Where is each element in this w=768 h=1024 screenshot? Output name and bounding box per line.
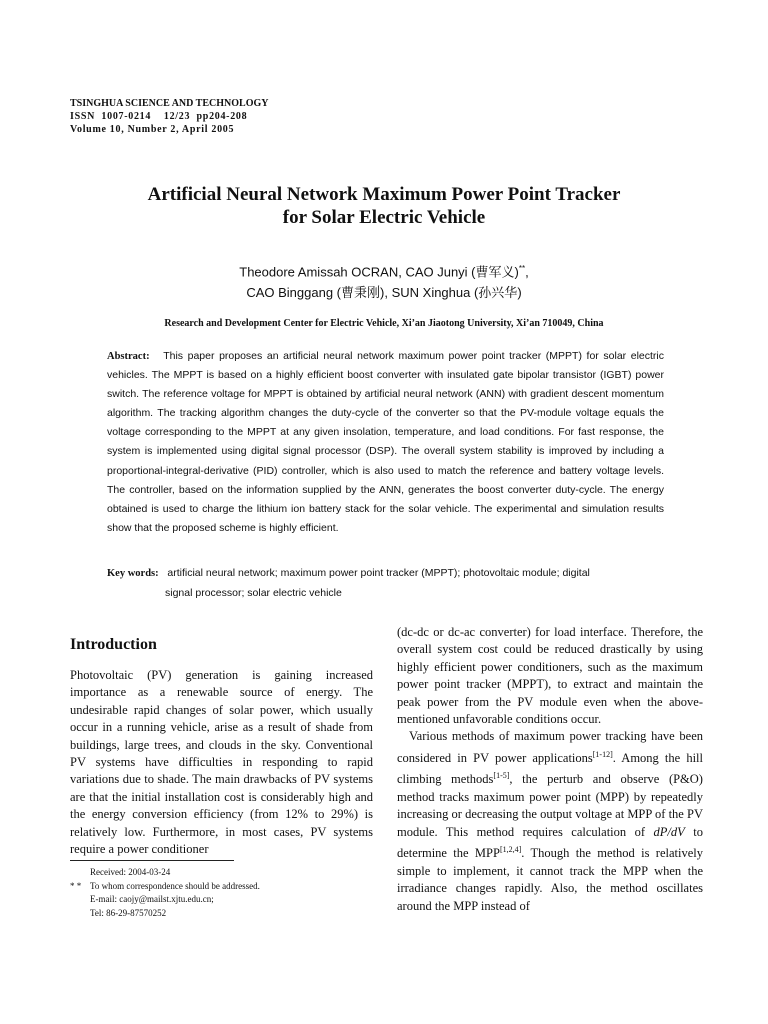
corresponding-mark: **	[518, 264, 526, 273]
footnote-divider	[70, 860, 234, 861]
citation: [1-12]	[592, 749, 613, 759]
issn-line: ISSN 1007-0214 12/23 pp204-208	[70, 111, 248, 122]
title-line-1: Artificial Neural Network Maximum Power Point Tracker	[147, 184, 621, 205]
author-name-2: CAO Binggang (	[246, 285, 342, 301]
keywords-line-1	[107, 564, 664, 584]
correspondence-mark: * *	[70, 880, 82, 891]
title-line-2: for Solar Electric Vehicle	[282, 207, 486, 228]
received-date: Received: 2004-03-24	[90, 867, 171, 877]
abstract-text: This paper proposes an artificial neural network maximum power point tracker (MPPT) for solar electric vehicles. The MPPT is based on a highly efficient boost converter with insulated gate bipolar transistor (IGBT) power switch. The reference voltage for MPPT is obtained by artificial neural network (ANN) with gradient descent momentum algorithm. The tracking algorithm changes the duty-cycle of the converter so that the PV-module voltage equals the voltage corresponding to the MPPT at any given insolation, temperature, and load conditions. For fast response, the system is implemented using digital signal processor (DSP). The overall system stability is improved by including a proportional-integral-derivative (PID) controller, which is also used to match the reference and battery voltage levels. The controller, based on the information supplied by the ANN, generates the boost converter duty-cycle. The energy obtained is used to charge the lithium ion battery stack for the solar vehicle. The experimental and simulation results show that the proposed scheme is highly efficient.	[107, 350, 665, 534]
author-names-1: Theodore Amissah OCRAN, CAO Junyi (	[239, 264, 476, 280]
author-chinese-name-1: 曹军义	[475, 264, 515, 280]
telephone: Tel: 86-29-87570252	[90, 907, 167, 918]
keywords	[107, 564, 664, 603]
authors-line-1: Theodore Amissah OCRAN, CAO Junyi (曹军义)**,	[239, 264, 529, 280]
paragraph-2: Various methods of maximum power tracking have been considered in PV power applications[1-12]. Among the hill climbing methods[1-5], the perturb and observe (P&O) method tracks maximum power point (MPP) by repeatedly increasing or decreasing the output voltage at MPP of the PV module. This method requires calculation of dP/dV to determine the MPP[1,2,4]. Though the method is relatively simple to implement, it cannot track the MPP when the irradiance changes rapidly. Also, the method oscillates around the MPP instead of	[397, 729, 704, 913]
formula: dP/dV	[653, 824, 685, 839]
affiliation: Research and Development Center for Electric Vehicle, Xi’an Jiaotong University, Xi’an 710049, China	[164, 318, 604, 329]
body-column-left	[70, 667, 373, 858]
citation: [1,2,4]	[499, 845, 522, 855]
citation: [1-5]	[493, 771, 510, 781]
journal-header	[70, 97, 268, 136]
authors-line-2: CAO Binggang (曹秉刚), SUN Xinghua (孙兴华)	[246, 285, 522, 301]
correspondence-note: * * To whom correspondence should be addressed.	[70, 880, 260, 894]
abstract	[107, 347, 664, 538]
paragraph-1: Photovoltaic (PV) generation is gaining increased importance as a renewable source of energy. The undesirable rapid changes of solar power, which usually occur in a running vehicle, arise as a result of shade from buildings, large trees, and clouds in the sky. Conventional PV systems have difficulties in responding to rapid variations due to shade. The main drawbacks of PV systems are that the initial installation cost is considerably high and the energy conversion efficiency (from 12% to 29%) is relatively low. Furthermore, in most cases, PV systems require a power conditioner	[70, 668, 373, 857]
author-chinese-name-3: 孙兴华	[478, 285, 518, 301]
abstract-label: Abstract:	[107, 351, 150, 362]
keywords-text-2: signal processor; solar electric vehicle	[165, 586, 342, 599]
paragraph-1-continued: (dc-dc or dc-ac converter) for load interface. Therefore, the overall system cost could be reduced drastically by using highly efficient power conditioners, such as the maximum power point tracker (MPPT), to extract and maintain the peak power from the PV module even when the above-mentioned unfavorable conditions occur.	[397, 625, 703, 727]
paper-title	[0, 183, 768, 229]
author-list	[0, 258, 768, 303]
keywords-text-1: artificial neural network; maximum power point tracker (MPPT); photovoltaic module; digital	[167, 567, 590, 579]
author-chinese-name-2: 曹秉刚	[341, 285, 381, 301]
email: E-mail: caojy@mailst.xjtu.edu.cn;	[90, 894, 214, 904]
author-name-3: ), SUN Xinghua (	[380, 285, 479, 301]
volume-line: Volume 10, Number 2, April 2005	[70, 124, 235, 135]
section-heading-introduction: Introduction	[70, 636, 157, 653]
footnotes	[70, 866, 260, 920]
keywords-label: Key words:	[107, 568, 159, 579]
journal-name: TSINGHUA SCIENCE AND TECHNOLOGY	[70, 98, 269, 109]
body-column-right	[397, 624, 703, 915]
